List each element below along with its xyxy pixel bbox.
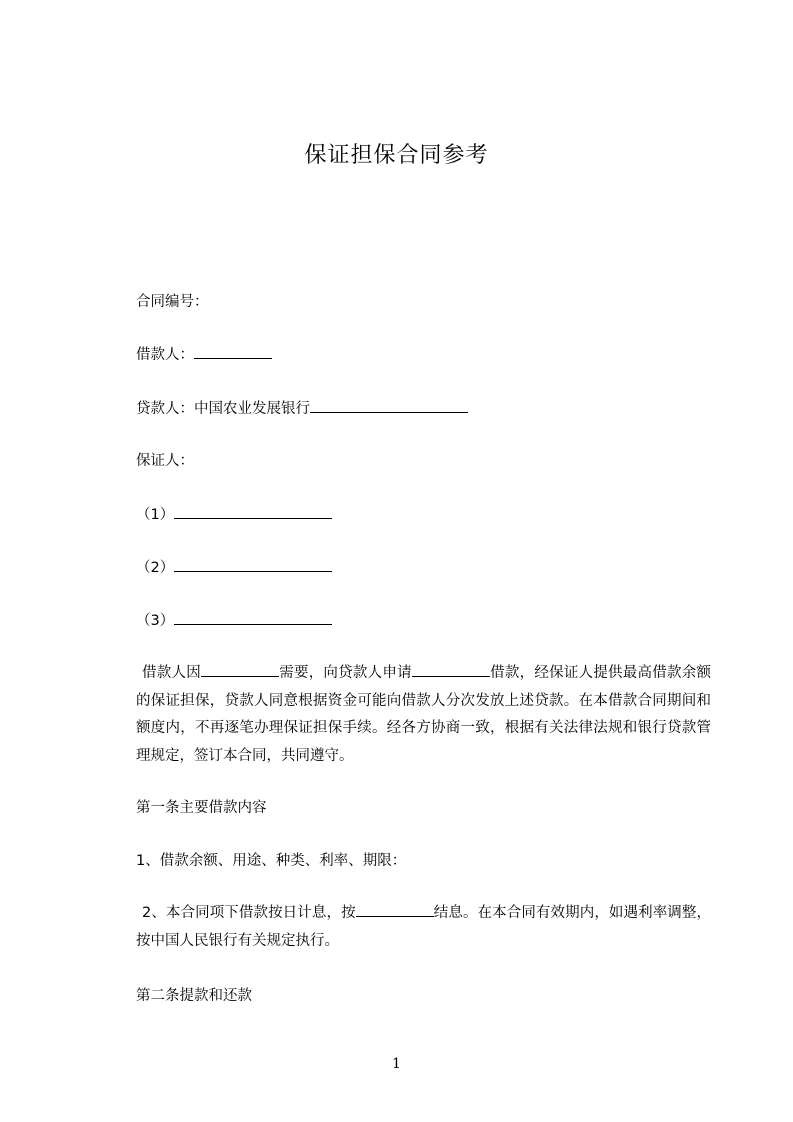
guarantor-line-1	[136, 504, 332, 525]
intro-text-3: 借款，经保证人提供最高借款余额的保证担保，贷款人同意根据资金可能向借款人分次发放上述贷款。在本借款合同期间和额度内，不再逐笔办理保证担保手续。经各方协商一致，根据有关法律法规和银行贷款管理规定，签订本合同，共同遵守。	[136, 665, 712, 764]
guarantor-blank-3	[174, 610, 332, 625]
guarantor-blank-1	[174, 504, 332, 519]
intro-text-2: 需要，向贷款人申请	[278, 665, 412, 681]
item1-text: 1、借款余额、用途、种类、利率、期限：	[136, 853, 407, 869]
purpose-blank	[201, 662, 279, 677]
article2-heading: 第二条提款和还款	[136, 988, 252, 1004]
borrower-line	[136, 344, 272, 365]
lender-blank	[310, 398, 468, 413]
guarantor-line-2	[136, 557, 332, 578]
intro-paragraph	[136, 660, 711, 770]
borrower-label: 借款人：	[136, 347, 194, 363]
item2-paragraph	[136, 900, 711, 955]
guarantor-blank-2	[174, 557, 332, 572]
article1-heading: 第一条主要借款内容	[136, 800, 267, 816]
lender-line	[136, 398, 468, 419]
item2-text-1: 2、本合同项下借款按日计息，按	[142, 905, 356, 921]
settlement-blank	[356, 902, 434, 917]
page-number: 1	[392, 1056, 401, 1072]
contract-number-label: 合同编号：	[136, 294, 209, 310]
item2-text-2: 结息。在本合同有效期内，如遇利率调整，按中国人民银行有关规定执行。	[136, 905, 711, 949]
document-title: 保证担保合同参考	[304, 143, 489, 168]
guarantor-index-1: （1）	[136, 507, 175, 523]
lender-label: 贷款人：中国农业发展银行	[136, 401, 310, 417]
guarantor-index-2: （2）	[136, 560, 175, 576]
guarantor-label: 保证人：	[136, 453, 194, 469]
loan-type-blank	[412, 662, 490, 677]
guarantor-index-3: （3）	[136, 613, 175, 629]
borrower-blank	[194, 344, 272, 359]
intro-text-1: 借款人因	[142, 665, 201, 681]
guarantor-line-3	[136, 610, 332, 631]
